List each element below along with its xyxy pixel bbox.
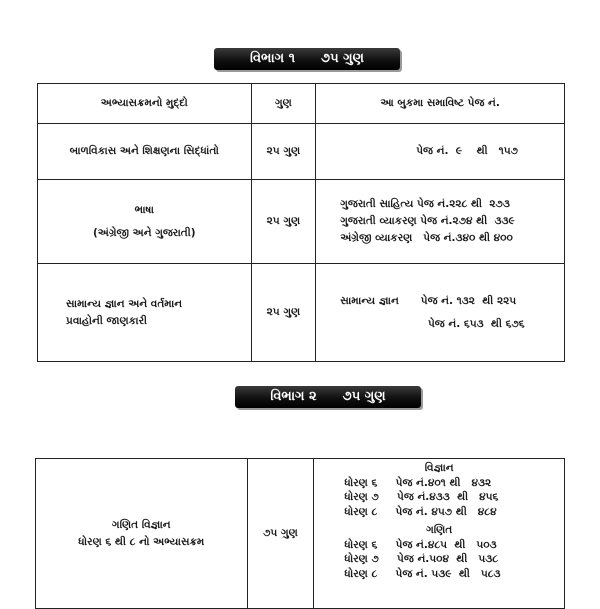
section1-banner: [214, 48, 400, 70]
table-row: [36, 459, 565, 609]
maths-heading: ગણિત: [426, 524, 453, 536]
section2-title: વિભાગ ૨: [270, 389, 317, 404]
row-pages: વિજ્ઞાન ધોરણ ૬ પેજ નં.૪૦૧ થી ૪૩૨ ધોરણ ૭ પેજ નં.૪૩૩ થી ૪૫૬ ધોરણ ૮ પેજ નં. ૪૫૭ થી ૪૮૪ ગણિત ધોરણ ૬ પેજ નં.૪૮૫ થી ૫૦૩ ધોરણ ૭ પેજ નં.૫૦૪ થી ૫૩૮ ધોરણ ૮ પેજ નં. ૫૩૯ થી ૫૮૩: [314, 459, 565, 609]
row-pages: પેજ નં. ૯ થી ૧૫૭: [316, 124, 565, 180]
row-marks: ૨૫ ગુણ: [251, 264, 316, 362]
row-pages: સામાન્ય જ્ઞાન પેજ નં. ૧૩૨ થી ૨૨૫ પેજ નં. ૬૫૩ થી ૬૭૬: [316, 264, 565, 362]
section2-table: [35, 458, 565, 609]
row-marks: ૨૫ ગુણ: [251, 180, 316, 264]
section2-banner: [235, 386, 421, 408]
section2-marks: ૭૫ ગુણ: [342, 389, 386, 404]
row-marks: ૨૫ ગુણ: [251, 124, 316, 180]
section1-title: વિભાગ ૧: [250, 51, 296, 66]
row-topic: ગણિત વિજ્ઞાન ધોરણ ૬ થી ૮ નો અભ્યાસક્રમ: [36, 459, 248, 609]
section1-marks: ૭૫ ગુણ: [321, 51, 364, 66]
table-row: [38, 264, 565, 362]
table-row: [38, 180, 565, 264]
row-topic: બાળવિકાસ અને શિક્ષણના સિદ્ધાંતો: [38, 124, 252, 180]
header-marks: ગુણ: [251, 84, 316, 124]
header-topic: અભ્યાસક્રમનો મુદ્દો: [38, 84, 252, 124]
row-topic: સામાન્ય જ્ઞાન અને વર્તમાન પ્રવાહોની જાણકારી: [38, 264, 252, 362]
section1-table: [37, 83, 565, 362]
table-row: [38, 124, 565, 180]
header-pages: આ બુકમા સમાવિષ્ટ પેજ નં.: [316, 84, 565, 124]
science-heading: વિજ્ઞાન: [424, 462, 454, 474]
header-row: [38, 84, 565, 124]
row-marks: ૭૫ ગુણ: [247, 459, 314, 609]
row-topic: ભાષા (અંગ્રેજી અને ગુજરાતી): [38, 180, 252, 264]
row-pages: ગુજરાતી સાહિત્ય પેજ નં.૨૨૮ થી ૨૭૩ ગુજરાતી વ્યાકરણ પેજ નં.૨૭૪ થી ૩૩૯ અંગ્રેજી વ્યાકરણ પેજ નં.૩૪૦ થી ૪૦૦: [316, 180, 565, 264]
